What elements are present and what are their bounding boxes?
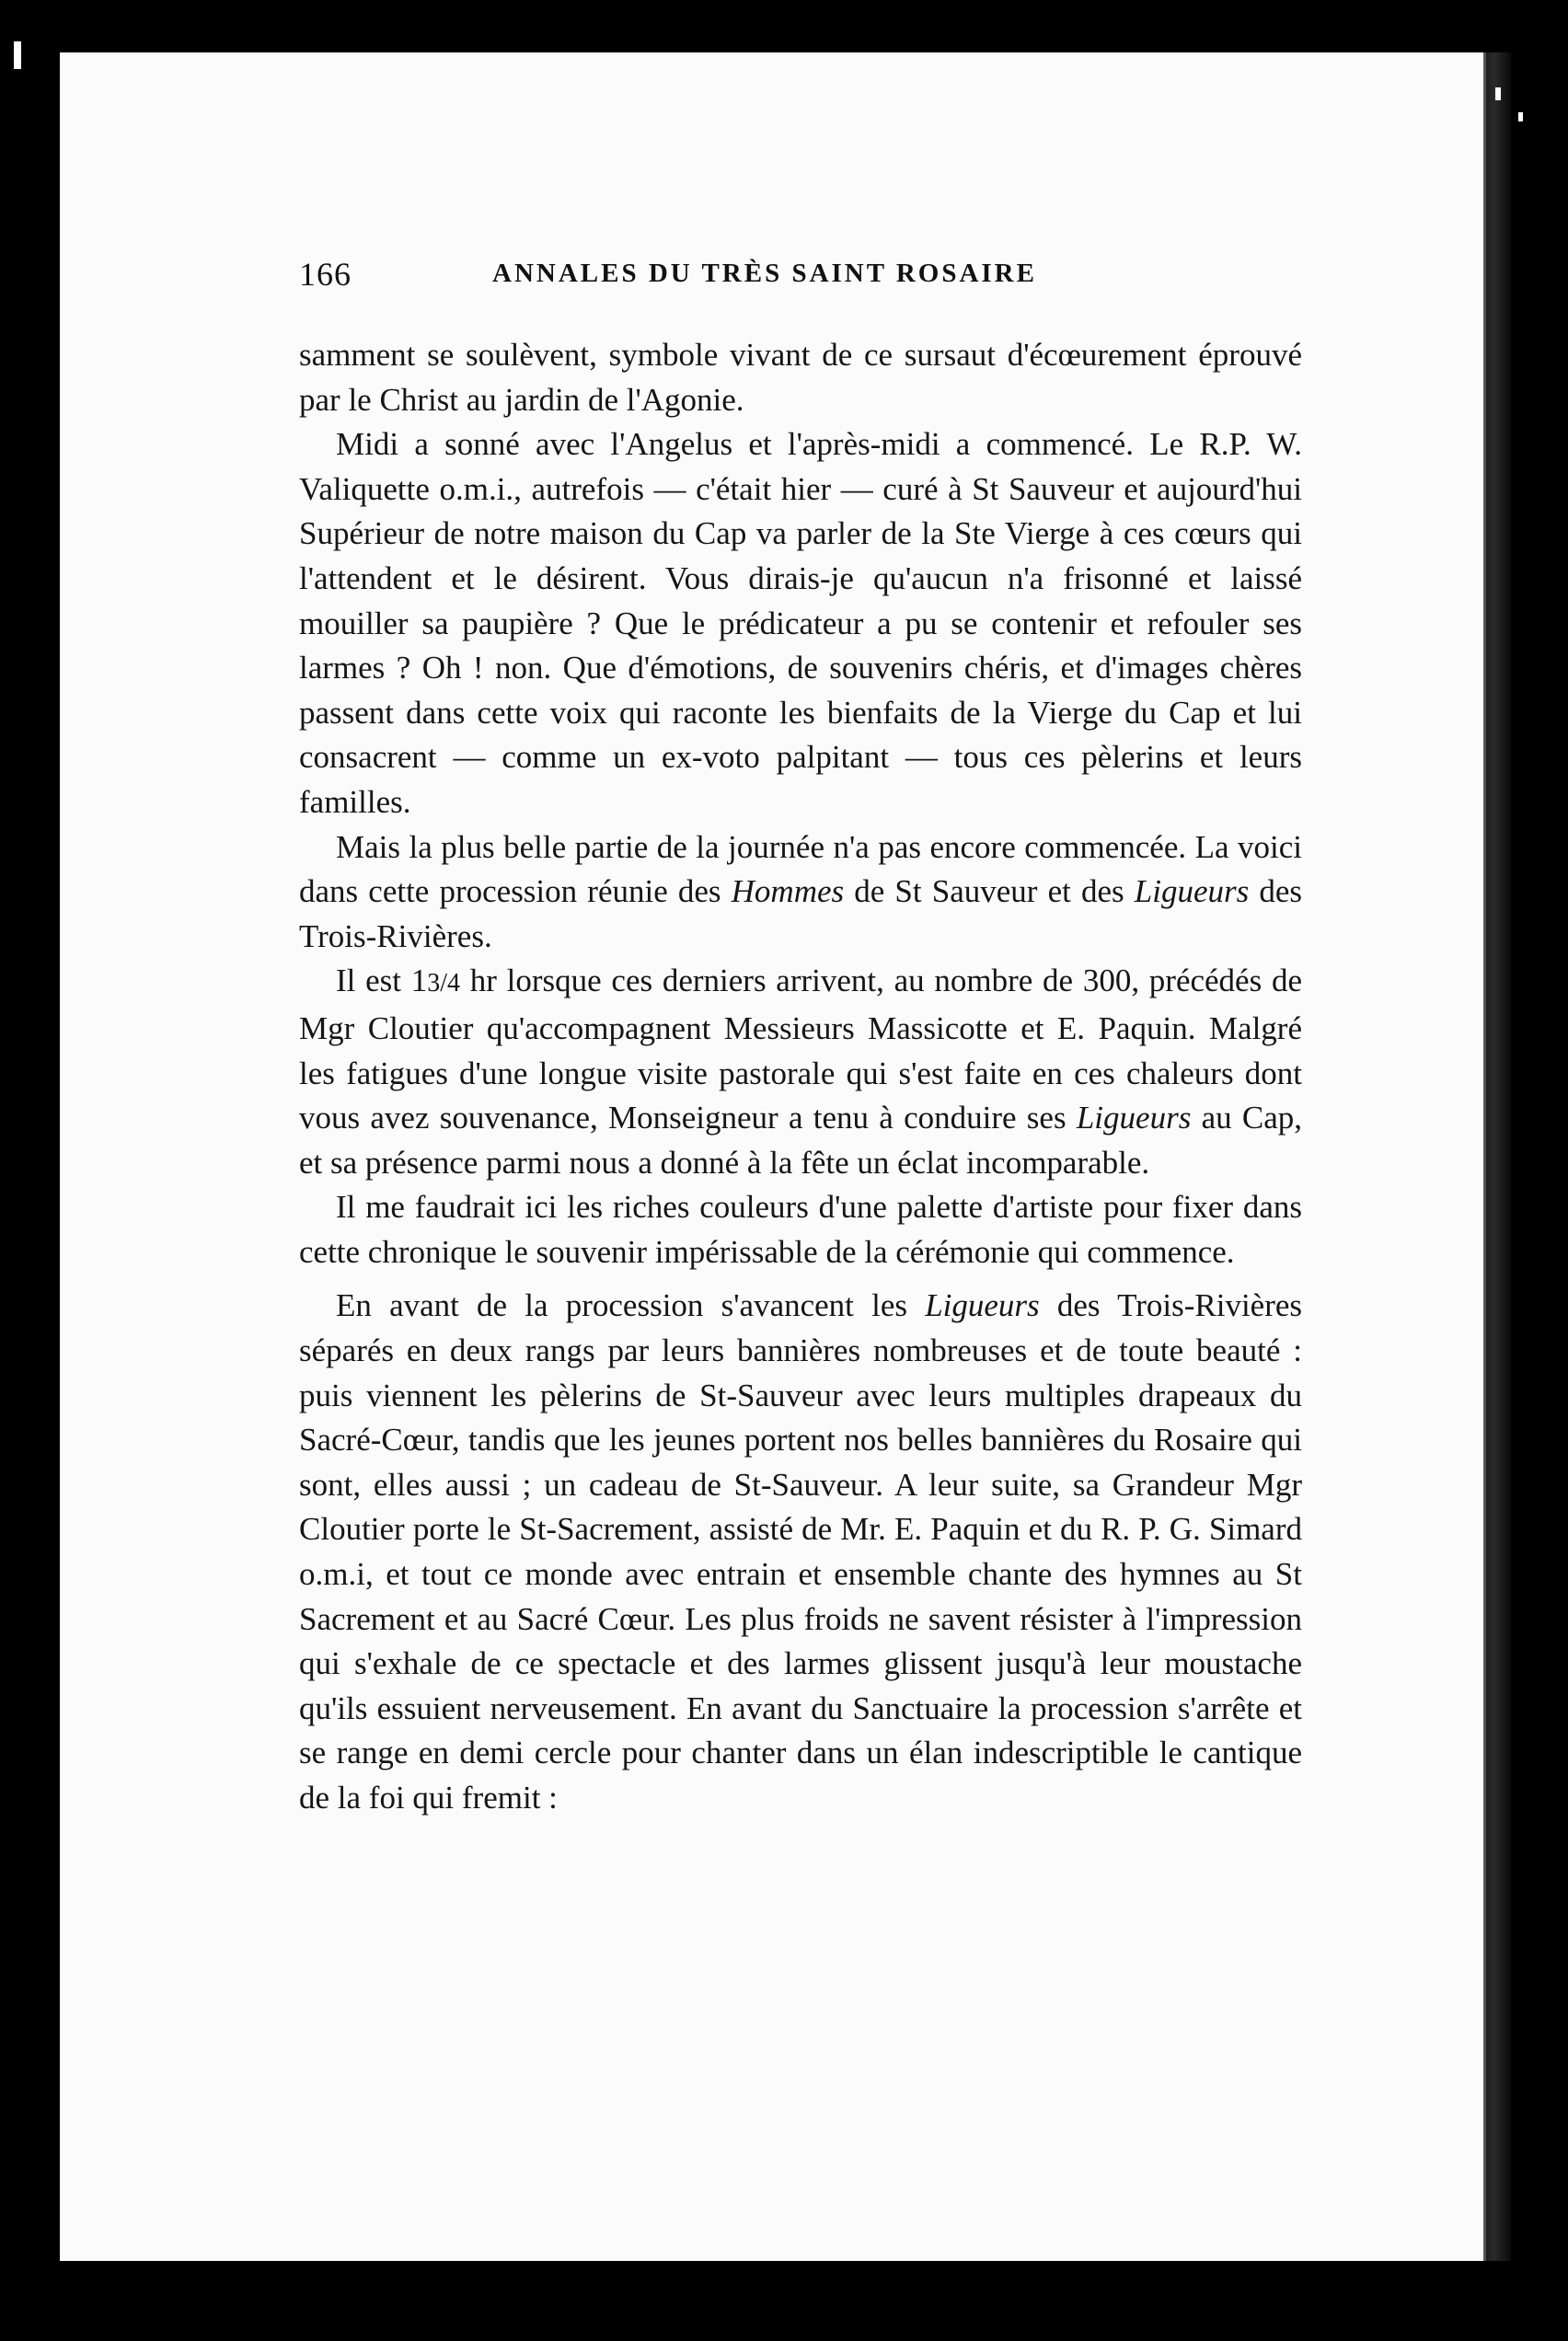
page-edge-shadow: [1483, 52, 1511, 2261]
running-title: ANNALES DU TRÈS SAINT ROSAIRE: [492, 259, 1037, 288]
fraction: 3/4: [427, 969, 461, 998]
text-run: des Trois-Rivières.: [299, 873, 1303, 954]
scan-speck: [1518, 112, 1523, 121]
text-run: hr lorsque ces derniers arrivent, au nombre de 300, précédés de Mgr Cloutier qu'accompagnent Messieurs Massicotte et E. Paquin. Malgré les fatigues d'une longue visite pastorale qui s'est faite en ces chaleurs dont vous avez souvenance, Monseigneur a tenu à conduire ses: [299, 963, 1302, 1136]
page-edge-line: [1483, 52, 1486, 2261]
italic-term: Hommes: [731, 873, 845, 910]
paragraph: Midi a sonné avec l'Angelus et l'après-midi a commencé. Le R.P. W. Valiquette o.m.i., autrefois — c'était hier — curé à St Sauveur et aujourd'hui Supérieur de notre maison du Cap va parler de la Ste Vierge à ces cœurs qui l'attendent et le désirent. Vous dirais-je qu'aucun n'a frisonné et laissé mouiller sa paupière ? Que le prédicateur a pu se contenir et refouler ses larmes ? Oh ! non. Que d'émotions, de souvenirs chéris, et d'images chères passent dans cette voix qui raconte les bienfaits de la Vierge du Cap et lui consacrent — comme un ex-voto palpitant — tous ces pèlerins et leurs familles.: [299, 426, 1302, 820]
text-run: Il est 1: [336, 963, 428, 999]
italic-term: Ligueurs: [925, 1287, 1040, 1324]
paragraph: [299, 1284, 1302, 1820]
page-number: 166: [299, 256, 352, 293]
paragraph: Il me faudrait ici les riches couleurs d'une palette d'artiste pour fixer dans cette chronique le souvenir impérissable de la cérémonie qui commence.: [299, 1189, 1302, 1270]
scan-speck: [1495, 87, 1501, 100]
body-text: [299, 333, 1302, 1821]
italic-term: Ligueurs: [1076, 1100, 1192, 1136]
italic-term: Ligueurs: [1134, 873, 1250, 910]
text-run: des Trois-Rivières séparés en deux rangs par leurs bannières nombreuses et de toute beauté : puis viennent les pèlerins de St-Sauveur avec leurs multiples drapeaux du Sacré-Cœur, tandis que les jeunes portent nos belles bannières du Rosaire qui sont, elles aussi ; un cadeau de St-Sauveur. A leur suite, sa Grandeur Mgr Cloutier porte le St-Sacrement, assisté de Mr. E. Paquin et du R. P. G. Simard o.m.i, et tout ce monde avec entrain et ensemble chante des hymnes au St Sacrement et au Sacré Cœur. Les plus froids ne savent résister à l'impression qui s'exhale de ce spectacle et des larmes glissent jusqu'à leur moustache qu'ils essuient nerveusement. En avant du Sanctuaire la procession s'arrête et se range en demi cercle pour chanter dans un élan indescriptible le cantique de la foi qui fremit :: [299, 1287, 1303, 1816]
text-run: Mais la plus belle partie de la journée n'a pas encore commencée. La voici dans cette procession réunie des: [299, 828, 1302, 910]
paragraph: samment se soulèvent, symbole vivant de ce sursaut d'écœurement éprouvé par le Christ au jardin de l'Agonie.: [299, 337, 1302, 418]
text-run: En avant de la procession s'avancent les: [336, 1287, 926, 1324]
text-run: de St Sauveur et des: [844, 873, 1135, 910]
text-run: au Cap, et sa présence parmi nous a donné à la fête un éclat incomparable.: [299, 1100, 1302, 1181]
page-header: [299, 255, 1311, 301]
scan-speck: [14, 41, 21, 69]
paragraph: [299, 825, 1302, 960]
paragraph: [299, 959, 1302, 1185]
